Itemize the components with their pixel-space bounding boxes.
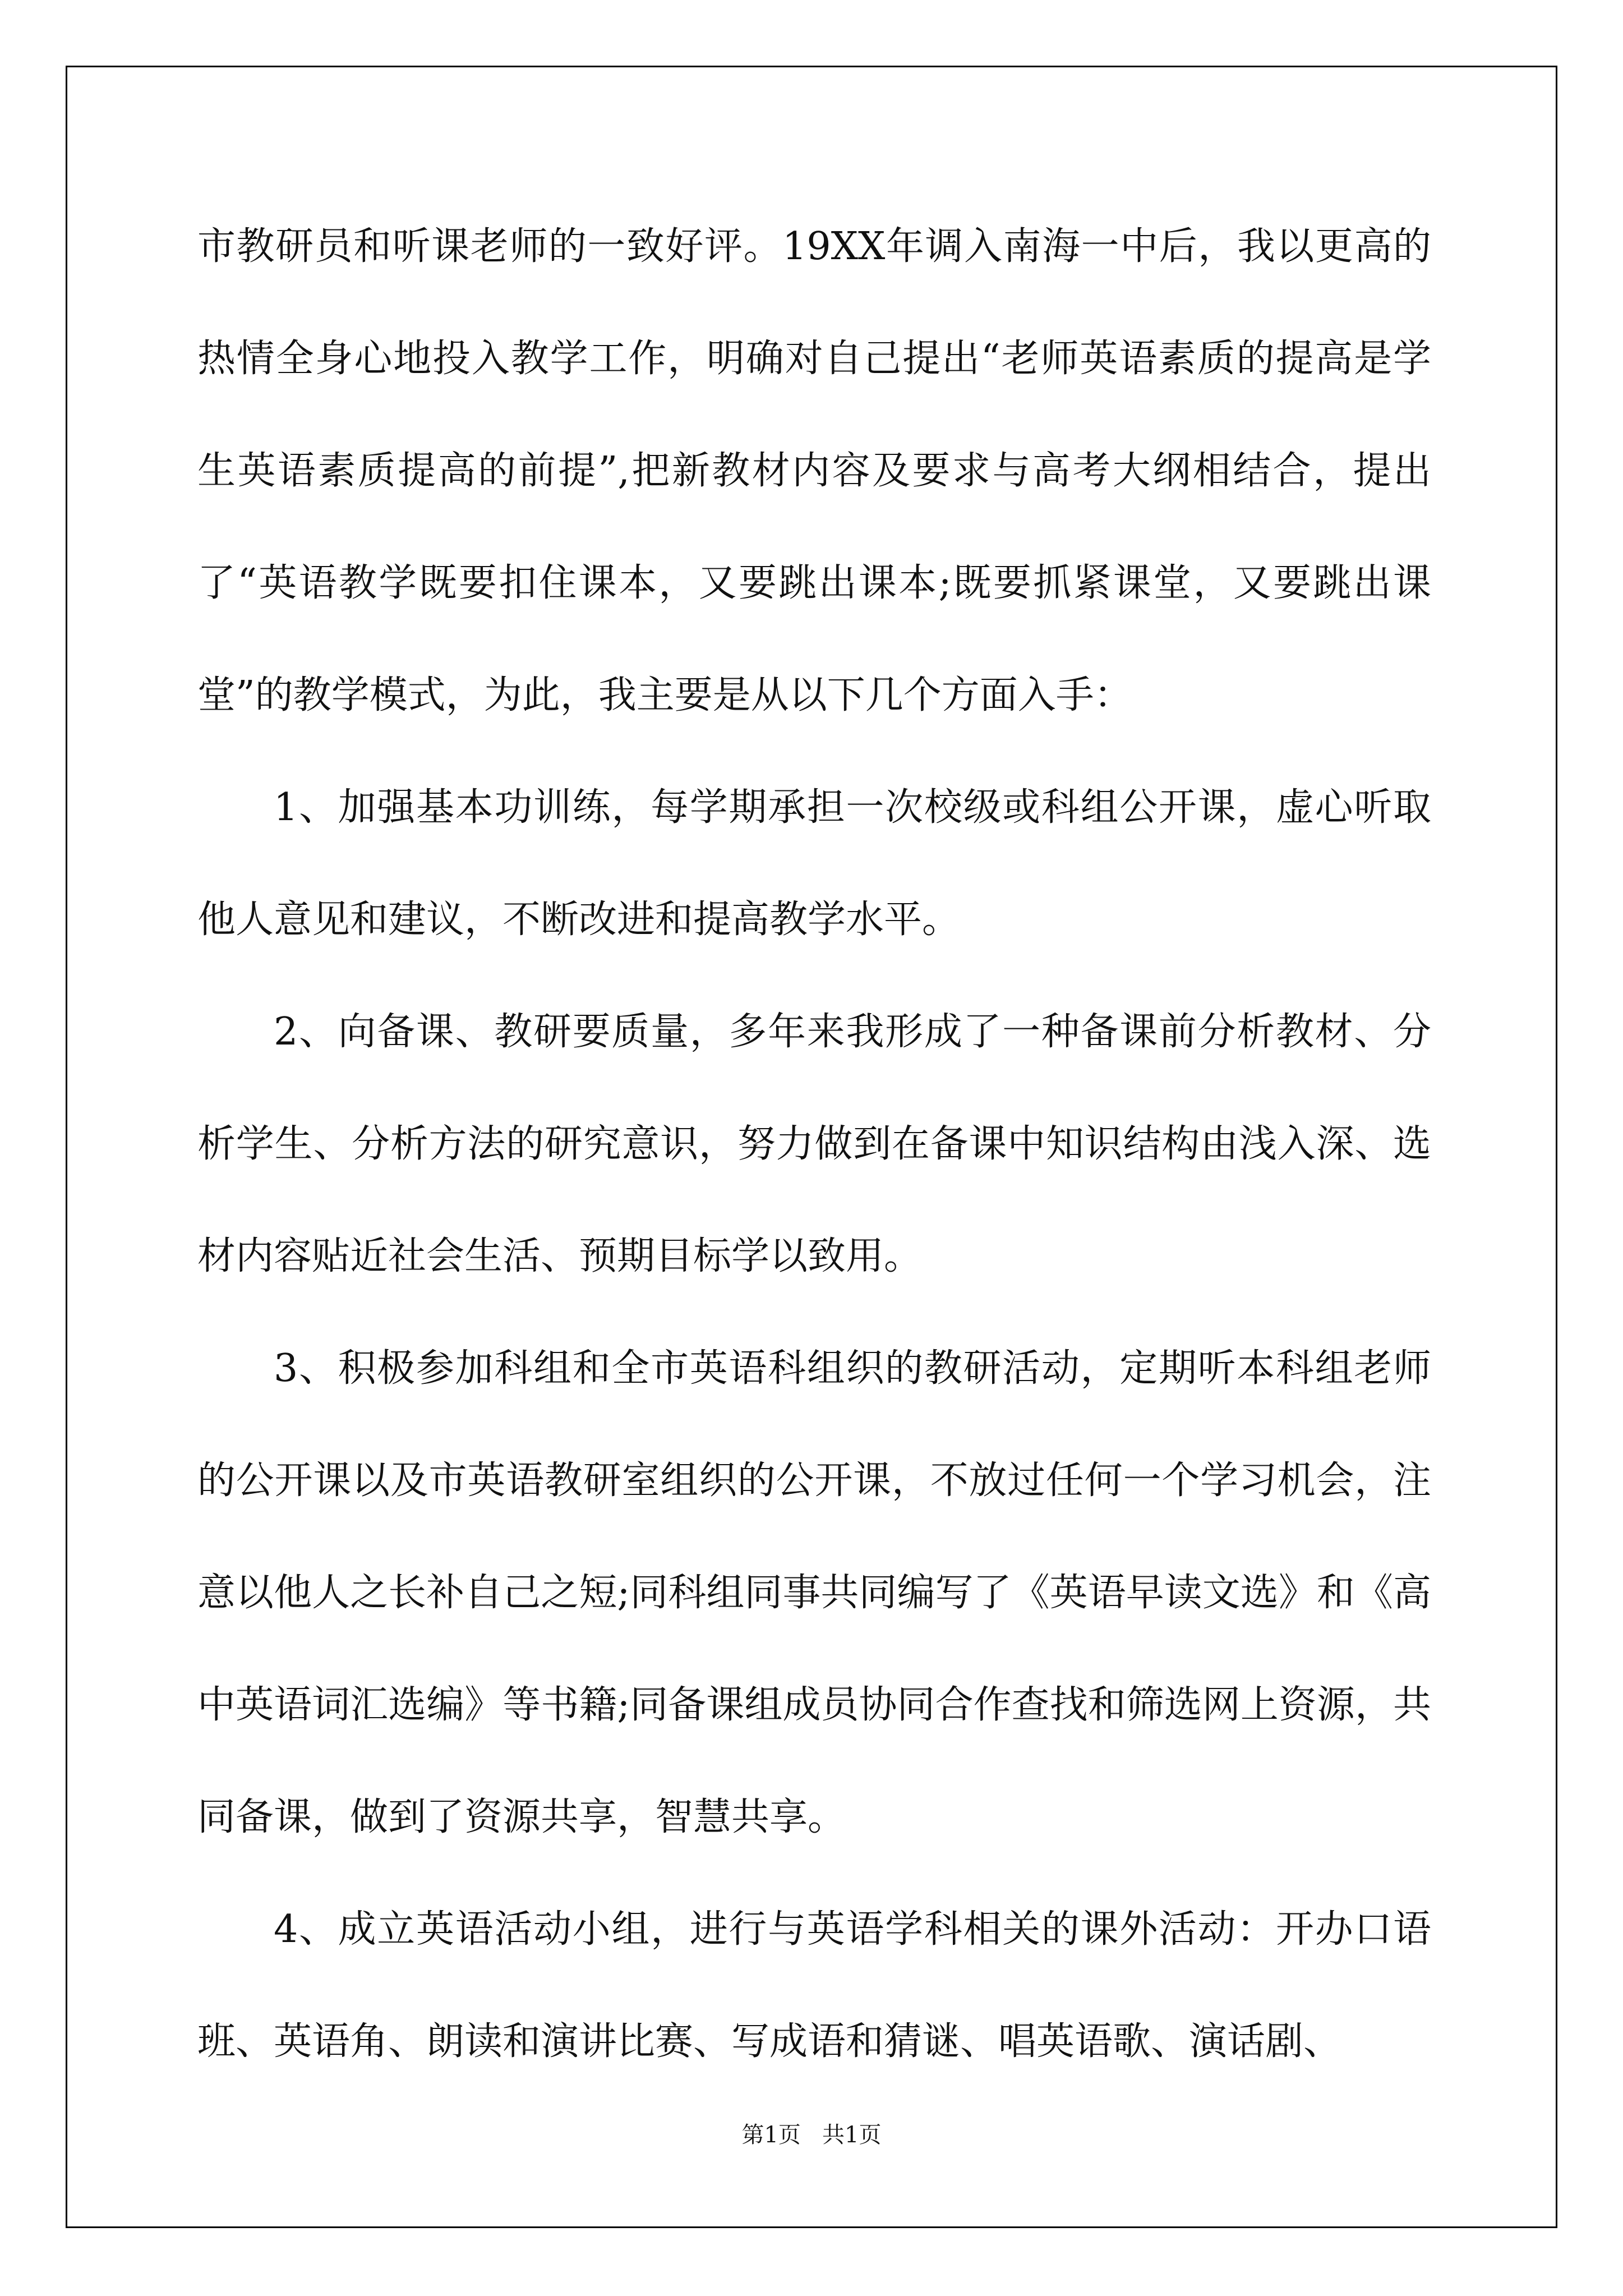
paragraph-item-4: 4、成立英语活动小组，进行与英语学科相关的课外活动：开办口语班、英语角、朗读和演讲比赛、写成语和猜谜、唱英语歌、演话剧、 <box>197 1907 1431 2064</box>
paragraph-intro: 市教研员和听课老师的一致好评。19XX年调入南海一中后，我以更高的热情全身心地投入教学工作，明确对自己提出“老师英语素质的提高是学生英语素质提高的前提”,把新教材内容及要求与高考大纲相结合，提出了“英语教学既要扣住课本，又要跳出课本;既要抓紧课堂，又要跳出课堂”的教学模式，为此，我主要是从以下几个方面入手： <box>197 224 1431 717</box>
paragraph-item-3: 3、积极参加科组和全市英语科组织的教研活动，定期听本科组老师的公开课以及市英语教研室组织的公开课，不放过任何一个学习机会，注意以他人之长补自己之短;同科组同事共同编写了《英语早读文选》和《高中英语词汇选编》等书籍;同备课组成员协同合作查找和筛选网上资源，共同备课，做到了资源共享，智慧共享。 <box>197 1346 1431 1839</box>
page-footer: 第1页 共1页 <box>741 2122 882 2148</box>
paragraph-item-1: 1、加强基本功训练，每学期承担一次校级或科组公开课，虚心听取他人意见和建议，不断改进和提高教学水平。 <box>197 785 1431 942</box>
paragraph-item-2: 2、向备课、教研要质量，多年来我形成了一种备课前分析教材、分析学生、分析方法的研究意识，努力做到在备课中知识结构由浅入深、选材内容贴近社会生活、预期目标学以致用。 <box>197 1010 1431 1278</box>
document-body <box>197 191 1431 2098</box>
